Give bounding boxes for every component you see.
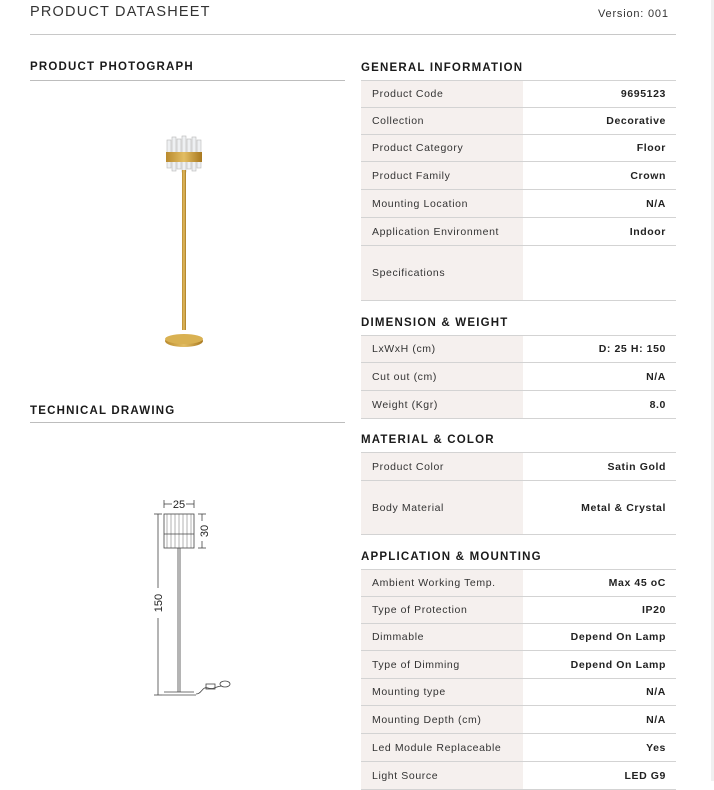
spec-value: Max 45 oC bbox=[608, 577, 666, 589]
photo-divider bbox=[30, 80, 345, 81]
spec-value: N/A bbox=[646, 197, 666, 210]
spec-value: N/A bbox=[646, 713, 666, 726]
spec-row bbox=[361, 162, 676, 190]
drawing-heading: TECHNICAL DRAWING bbox=[30, 405, 176, 417]
material-table bbox=[361, 452, 676, 535]
spec-label: Product Category bbox=[361, 135, 523, 161]
spec-row bbox=[361, 135, 676, 162]
spec-value: IP20 bbox=[642, 604, 666, 616]
spec-label: Specifications bbox=[361, 246, 523, 300]
spec-label: Application Environment bbox=[361, 218, 523, 245]
spec-label: Collection bbox=[361, 108, 523, 134]
general-info-heading: GENERAL INFORMATION bbox=[361, 62, 524, 74]
spec-row bbox=[361, 218, 676, 246]
spec-label: Product Family bbox=[361, 162, 523, 189]
spec-label: Light Source bbox=[361, 762, 523, 789]
spec-label: Mounting type bbox=[361, 679, 523, 705]
header-divider bbox=[30, 34, 676, 35]
spec-row bbox=[361, 597, 676, 624]
drawing-divider bbox=[30, 422, 345, 423]
spec-label: Mounting Location bbox=[361, 190, 523, 217]
spec-value: Decorative bbox=[606, 115, 666, 127]
dimension-table bbox=[361, 335, 676, 419]
spec-row bbox=[361, 391, 676, 419]
spec-value: Crown bbox=[630, 169, 666, 182]
spec-label: Product Code bbox=[361, 81, 523, 107]
spec-row bbox=[361, 108, 676, 135]
spec-row bbox=[361, 679, 676, 706]
general-info-table bbox=[361, 80, 676, 301]
spec-label: Cut out (cm) bbox=[361, 363, 523, 390]
spec-label: Type of Dimming bbox=[361, 651, 523, 678]
width-dimension-label: 25 bbox=[172, 499, 186, 511]
spec-value: Depend On Lamp bbox=[570, 631, 666, 643]
spec-value: Indoor bbox=[629, 225, 666, 238]
spec-row bbox=[361, 624, 676, 651]
spec-row bbox=[361, 651, 676, 679]
material-heading: MATERIAL & COLOR bbox=[361, 434, 495, 446]
spec-row bbox=[361, 190, 676, 218]
total-height-label: 150 bbox=[153, 593, 165, 613]
application-heading: APPLICATION & MOUNTING bbox=[361, 551, 542, 563]
spec-row bbox=[361, 335, 676, 363]
shade-height-label: 30 bbox=[199, 524, 211, 538]
spec-value: Metal & Crystal bbox=[581, 501, 666, 514]
spec-value: Depend On Lamp bbox=[570, 658, 666, 671]
spec-label: LxWxH (cm) bbox=[361, 336, 523, 362]
spec-label: Body Material bbox=[361, 481, 523, 534]
spec-label: Mounting Depth (cm) bbox=[361, 706, 523, 733]
spec-value: D: 25 H: 150 bbox=[598, 343, 666, 355]
page-title: PRODUCT DATASHEET bbox=[30, 4, 211, 20]
dimension-heading: DIMENSION & WEIGHT bbox=[361, 317, 509, 329]
spec-row bbox=[361, 481, 676, 535]
spec-value: 8.0 bbox=[649, 398, 666, 411]
spec-value: Floor bbox=[636, 142, 666, 154]
spec-label: Type of Protection bbox=[361, 597, 523, 623]
spec-label: Weight (Kgr) bbox=[361, 391, 523, 418]
spec-value: N/A bbox=[646, 686, 666, 698]
photo-heading: PRODUCT PHOTOGRAPH bbox=[30, 61, 194, 73]
spec-label: Product Color bbox=[361, 453, 523, 480]
spec-value: LED G9 bbox=[624, 769, 666, 782]
spec-row bbox=[361, 706, 676, 734]
spec-value bbox=[523, 246, 676, 300]
product-photo bbox=[150, 130, 220, 355]
spec-row bbox=[361, 246, 676, 301]
spec-row bbox=[361, 452, 676, 481]
spec-label: Dimmable bbox=[361, 624, 523, 650]
spec-value: Yes bbox=[646, 741, 666, 754]
spec-row bbox=[361, 569, 676, 597]
spec-row bbox=[361, 734, 676, 762]
spec-label: Led Module Replaceable bbox=[361, 734, 523, 761]
spec-value: Satin Gold bbox=[607, 460, 666, 473]
application-table bbox=[361, 569, 676, 790]
spec-row bbox=[361, 762, 676, 790]
version-label: Version: 001 bbox=[598, 8, 669, 20]
spec-value: N/A bbox=[646, 370, 666, 383]
spec-value: 9695123 bbox=[620, 88, 666, 100]
spec-row bbox=[361, 80, 676, 108]
spec-label: Ambient Working Temp. bbox=[361, 570, 523, 596]
technical-drawing bbox=[140, 490, 250, 705]
spec-row bbox=[361, 363, 676, 391]
